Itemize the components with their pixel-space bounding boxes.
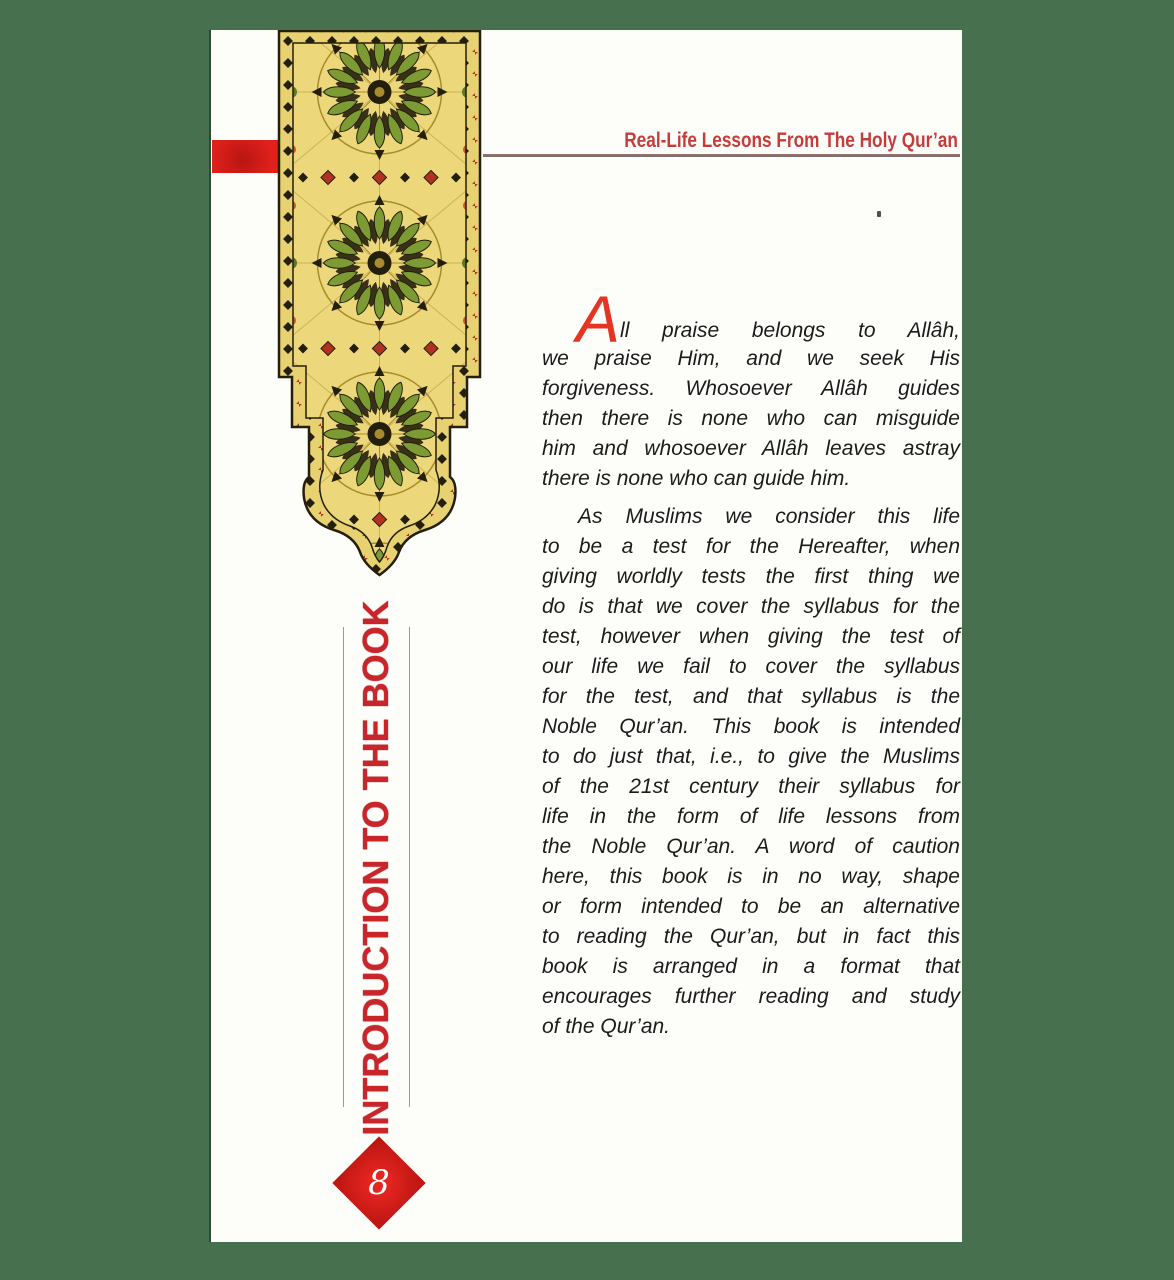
text-line: here, this book is in no way, shape [542, 865, 960, 888]
text-line: of the 21st century their syllabus for [542, 775, 960, 798]
text-line: Noble Qur’an. This book is intended [542, 715, 960, 738]
text-line: to reading the Qur’an, but in fact this [542, 925, 960, 948]
text-line: test, however when giving the test of [542, 625, 960, 648]
page [209, 30, 962, 1242]
body-text [542, 282, 960, 1042]
text-line: of the Qur’an. [542, 1015, 671, 1038]
text-line: him and whosoever Allâh leaves astray [542, 437, 960, 460]
drop-cap: A [576, 282, 621, 356]
text-line [542, 282, 960, 356]
text-line: to be a test for the Hereafter, when [542, 535, 960, 558]
text-line: giving worldly tests the first thing we [542, 565, 960, 588]
text-line: our life we fail to cover the syllabus [542, 655, 960, 678]
text-line: to do just that, i.e., to give the Muslims [542, 745, 960, 768]
text-line: As Muslims we consider this life [578, 505, 960, 528]
page-number: 8 [368, 1163, 390, 1203]
text-line-content: ll praise belongs to Allâh, [620, 319, 960, 342]
text-line: forgiveness. Whosoever Allâh guides [542, 377, 960, 400]
islamic-ornament-banner [277, 30, 482, 577]
red-ribbon [212, 140, 279, 173]
text-line: then there is none who can misguide [542, 407, 960, 430]
page-header-title: Real-Life Lessons From The Holy Qur’an [624, 129, 958, 152]
text-line: the Noble Qur’an. A word of caution [542, 835, 960, 858]
vertical-rule-right [409, 627, 410, 1107]
text-line: or form intended to be an alternative [542, 895, 960, 918]
scan-artifact-dot [877, 211, 881, 217]
text-line: do is that we cover the syllabus for the [542, 595, 960, 618]
vertical-rule-left [343, 627, 344, 1107]
text-line: there is none who can guide him. [542, 467, 851, 490]
header-rule [483, 154, 960, 157]
text-line: for the test, and that syllabus is the [542, 685, 960, 708]
text-line: we praise Him, and we seek His [542, 347, 960, 370]
chapter-title-vertical: INTRODUCTION TO THE BOOK [355, 600, 396, 1136]
text-line: encourages further reading and study [542, 985, 960, 1008]
text-line: life in the form of life lessons from [542, 805, 960, 828]
paragraph [542, 282, 960, 494]
paragraph [542, 502, 960, 1042]
text-line: book is arranged in a format that [542, 955, 960, 978]
